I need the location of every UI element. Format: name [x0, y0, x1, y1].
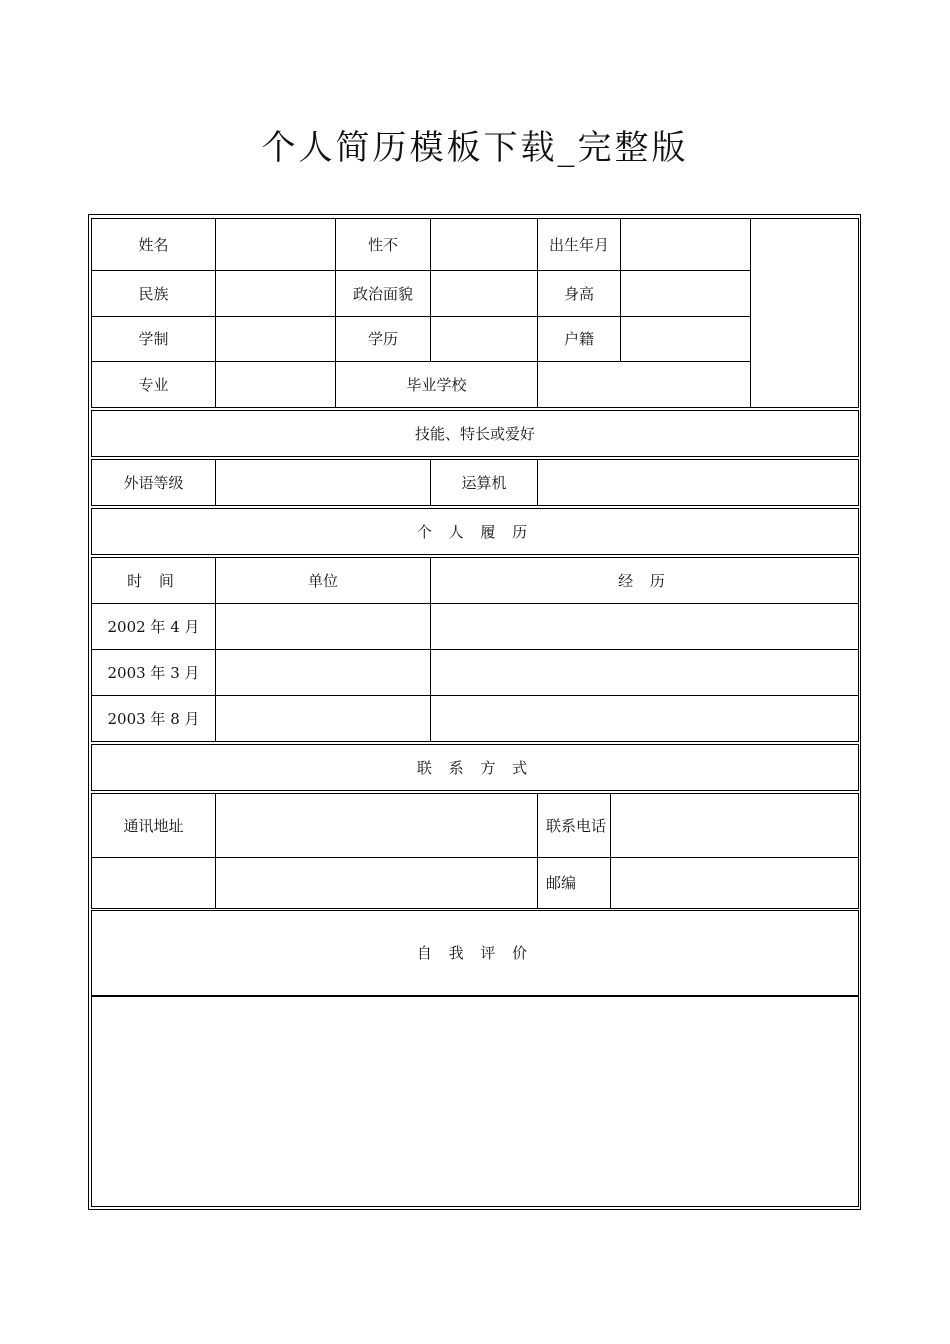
history-row-time: 2003 年 3 月	[91, 649, 216, 696]
computer-label: 运算机	[430, 459, 538, 506]
hukou-label: 户籍	[537, 316, 621, 362]
height-label: 身高	[537, 270, 621, 317]
self-eval-heading: 自 我 评 价	[91, 910, 859, 996]
postcode-field[interactable]	[610, 857, 859, 909]
name-field[interactable]	[215, 218, 336, 271]
major-label: 专业	[91, 361, 216, 408]
history-row-unit[interactable]	[215, 603, 431, 650]
page-title: 个人简历模板下载_完整版	[261, 128, 689, 168]
address-field[interactable]	[215, 793, 538, 858]
name-label: 姓名	[91, 218, 216, 271]
blank-field-cell[interactable]	[215, 857, 538, 909]
political-label: 政治面貌	[335, 270, 431, 317]
history-col-unit: 单位	[215, 557, 431, 604]
gender-field[interactable]	[430, 218, 538, 271]
language-field[interactable]	[215, 459, 431, 506]
education-label: 学历	[335, 316, 431, 362]
school-field[interactable]	[537, 361, 751, 408]
history-col-experience: 经 历	[430, 557, 859, 604]
history-heading: 个 人 履 历	[91, 508, 859, 555]
computer-field[interactable]	[537, 459, 859, 506]
birth-field[interactable]	[620, 218, 751, 271]
schooling-label: 学制	[91, 316, 216, 362]
gender-label: 性不	[335, 218, 431, 271]
school-label: 毕业学校	[335, 361, 538, 408]
schooling-field[interactable]	[215, 316, 336, 362]
blank-label-cell	[91, 857, 216, 909]
self-eval-field[interactable]	[91, 996, 859, 1207]
address-label: 通讯地址	[91, 793, 216, 858]
ethnicity-field[interactable]	[215, 270, 336, 317]
history-row-unit[interactable]	[215, 695, 431, 742]
political-field[interactable]	[430, 270, 538, 317]
ethnicity-label: 民族	[91, 270, 216, 317]
history-col-time: 时 间	[91, 557, 216, 604]
phone-field[interactable]	[610, 793, 859, 858]
history-row-experience[interactable]	[430, 649, 859, 696]
history-row-experience[interactable]	[430, 695, 859, 742]
history-row-unit[interactable]	[215, 649, 431, 696]
photo-area[interactable]	[750, 218, 859, 408]
education-field[interactable]	[430, 316, 538, 362]
history-row-time: 2003 年 8 月	[91, 695, 216, 742]
history-row-experience[interactable]	[430, 603, 859, 650]
height-field[interactable]	[620, 270, 751, 317]
hukou-field[interactable]	[620, 316, 751, 362]
major-field[interactable]	[215, 361, 336, 408]
contact-heading: 联 系 方 式	[91, 744, 859, 791]
phone-label: 联系电话	[537, 793, 611, 858]
skills-heading: 技能、特长或爱好	[91, 410, 859, 457]
birth-label: 出生年月	[537, 218, 621, 271]
language-label: 外语等级	[91, 459, 216, 506]
postcode-label: 邮编	[537, 857, 611, 909]
history-row-time: 2002 年 4 月	[91, 603, 216, 650]
